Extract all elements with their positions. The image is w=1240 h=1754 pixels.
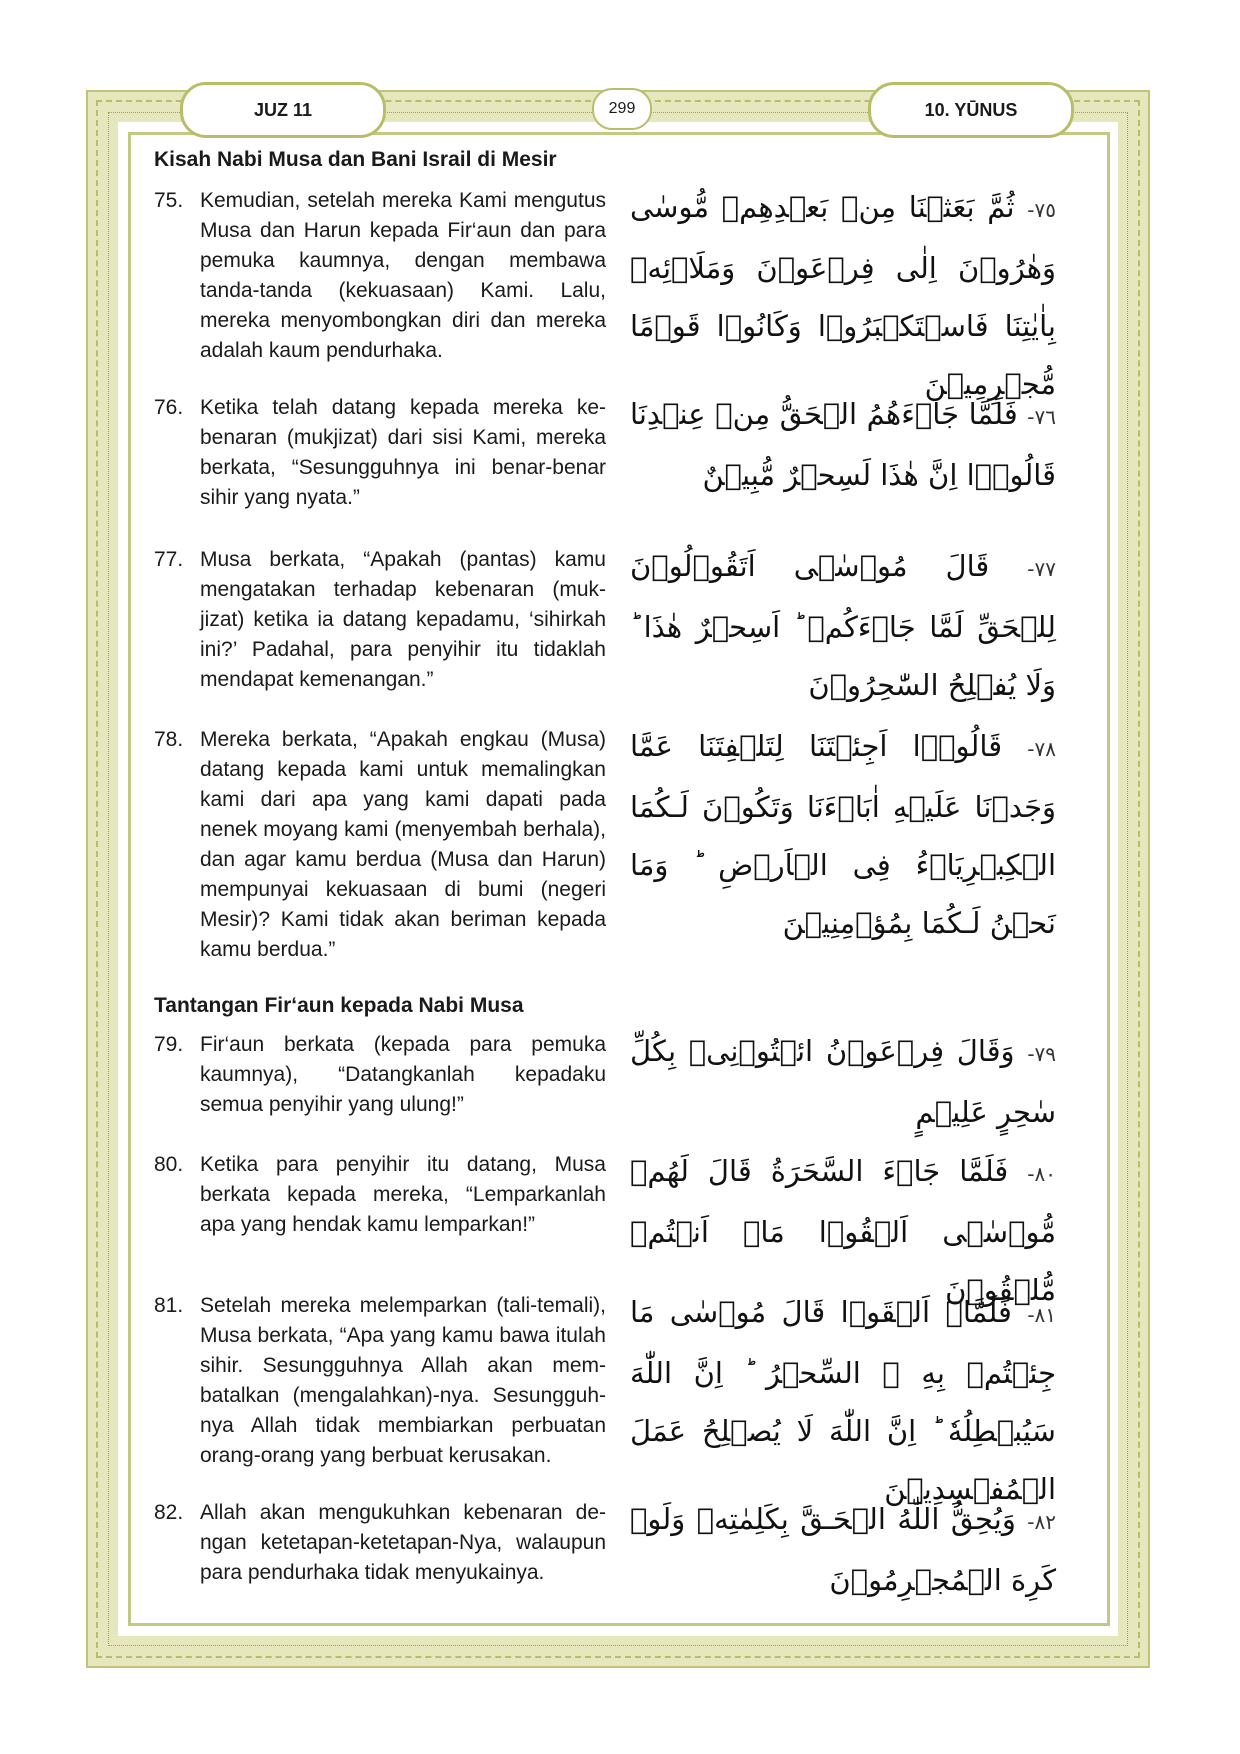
arabic-verse-number: ٧٧-	[1027, 557, 1056, 581]
verse-translation: Fir‘aun berkata (kepada para pemuka kaumnya), “Datangkanlah kepadaku semua penyihir yang ulung!”	[200, 1033, 606, 1116]
arabic-text: فَلَمَّاۤ اَلۡقَوۡا قَالَ مُوۡسٰى مَا جِئۡتُمۡ بِهِ ۙ السِّحۡرُ ؕ اِنَّ اللّٰهَ سَيُبۡطِلُهٗ ؕ اِنَّ اللّٰهَ لَا يُصۡلِحُ عَمَلَ الۡمُفۡسِدِيۡنَ	[630, 1295, 1056, 1506]
arabic-verse-number: ٨٢-	[1027, 1510, 1056, 1534]
arabic-verse-number: ٨٠-	[1027, 1162, 1056, 1186]
verse-number: 82.	[154, 1501, 184, 1524]
verse-translation: Allah akan mengukuhkan kebenaran dengan ketetapan-ketetapan-Nya, walaupun para pendurhaka tidak menyukainya.	[200, 1501, 606, 1584]
arabic-verse-number: ٨١-	[1027, 1303, 1057, 1327]
arabic-text: قَالُوۡۤا اَجِئۡتَنَا لِتَلۡفِتَنَا عَمَّا وَجَدۡنَا عَلَيۡهِ اٰبَاۤءَنَا وَتَكُوۡنَ لَـكُمَا الۡكِبۡرِيَاۤءُ فِى الۡاَرۡضِ ؕ وَمَا نَحۡنُ لَـكُمَا بِمُؤۡمِنِيۡنَ	[630, 729, 1056, 940]
verse-number: 79.	[154, 1033, 184, 1056]
verse-number: 80.	[154, 1153, 184, 1176]
verse-number: 76.	[154, 396, 184, 419]
verse-translation: Ketika telah datang kepada mereka kebenaran (mukjizat) dari sisi Kami, mereka berkata, “Sesungguhnya ini benar-benar sihir yang nyata.”	[200, 396, 606, 509]
verse-translation: Mereka berkata, “Apakah engkau (Musa) datang kepada kami untuk memalingkan kami dari apa yang kami dapati pada nenek moyang kami (menyembah berhala), dan agar kamu berdua (Musa dan Harun) mempunyai kekuasaan di bumi (negeri Mesir)? Kami tidak akan beriman kepada kamu berdua.”	[200, 728, 606, 961]
section-heading: Kisah Nabi Musa dan Bani Israil di Mesir	[154, 148, 557, 171]
arabic-verse-number: ٧٥-	[1027, 198, 1056, 222]
arabic-text: فَلَمَّا جَاۤءَ السَّحَرَةُ قَالَ لَهُمۡ مُّوۡسٰۤى اَلۡقُوۡا مَاۤ اَنۡتُمۡ مُّلۡقُوۡنَ	[630, 1154, 1056, 1307]
arabic-text: فَلَمَّا جَاۤءَهُمُ الۡحَقُّ مِنۡ عِنۡدِنَا قَالُوۡۤا اِنَّ هٰذَا لَسِحۡرٌ مُّبِيۡنٌ	[630, 397, 1056, 492]
verse-translation: Ketika para penyihir itu datang, Musa berkata kepada mereka, “Lemparkanlah apa yang hendak kamu lemparkan!”	[200, 1153, 606, 1236]
verse-number: 77.	[154, 548, 184, 571]
verse-number: 81.	[154, 1294, 184, 1317]
arabic-text: قَالَ مُوۡسٰۤى اَتَقُوۡلُوۡنَ لِلۡحَقِّ لَمَّا جَاۤءَكُمۡ ؕ اَسِحۡرٌ هٰذَا ؕ وَلَا يُفۡلِحُ السّٰحِرُوۡنَ	[630, 549, 1056, 702]
arabic-text: وَيُحِقُّ اللّٰهُ الۡحَـقَّ بِكَلِمٰتِهٖ وَلَوۡ كَرِهَ الۡمُجۡرِمُوۡنَ	[630, 1502, 1056, 1597]
juz-label: JUZ 11	[180, 82, 386, 138]
verse-number: 75.	[154, 189, 184, 212]
verse-number: 78.	[154, 728, 184, 751]
arabic-verse-number: ٧٦-	[1027, 405, 1056, 429]
page-number: 299	[592, 88, 652, 130]
section-heading: Tantangan Fir‘aun kepada Nabi Musa	[154, 994, 524, 1017]
surah-label: 10. YŪNUS	[868, 82, 1074, 138]
verse-translation: Musa berkata, “Apakah (pantas) kamu mengatakan terhadap kebenaran (mukjizat) ketika ia datang kepadamu, ‘sihirkah ini?’ Padahal, para penyihir itu tidaklah mendapat kemenangan.”	[200, 548, 606, 691]
arabic-text: ثُمَّ بَعَثۡنَا مِنۢ بَعۡدِهِمۡ مُّوسٰى وَهٰرُوۡنَ اِلٰى فِرۡعَوۡنَ وَمَلَا۟ئِهٖ بِاٰيٰتِنَا فَاسۡتَكۡبَرُوۡا وَكَانُوۡا قَوۡمًا مُّجۡرِمِيۡنَ	[630, 190, 1056, 401]
arabic-verse-number: ٧٨-	[1027, 737, 1056, 761]
verse-translation: Kemudian, setelah mereka Kami mengutus Musa dan Harun kepada Fir‘aun dan para pemuka kaumnya, dengan membawa tanda-tanda (kekuasaan) Kami. Lalu, mereka menyombongkan diri dan mereka adalah kaum pendurhaka.	[200, 189, 606, 362]
verse-translation: Setelah mereka melemparkan (tali-temali), Musa berkata, “Apa yang kamu bawa itulah sihir. Sesungguhnya Allah akan membatalkan (mengalahkan)-nya. Sesungguhnya Allah tidak membiarkan perbuatan orang-orang yang berbuat kerusakan.	[200, 1294, 606, 1467]
arabic-verse-number: ٧٩-	[1027, 1042, 1057, 1066]
arabic-text: وَقَالَ فِرۡعَوۡنُ ائۡتُوۡنِىۡ بِكُلِّ سٰحِرٍ عَلِيۡمٍ	[630, 1034, 1056, 1129]
